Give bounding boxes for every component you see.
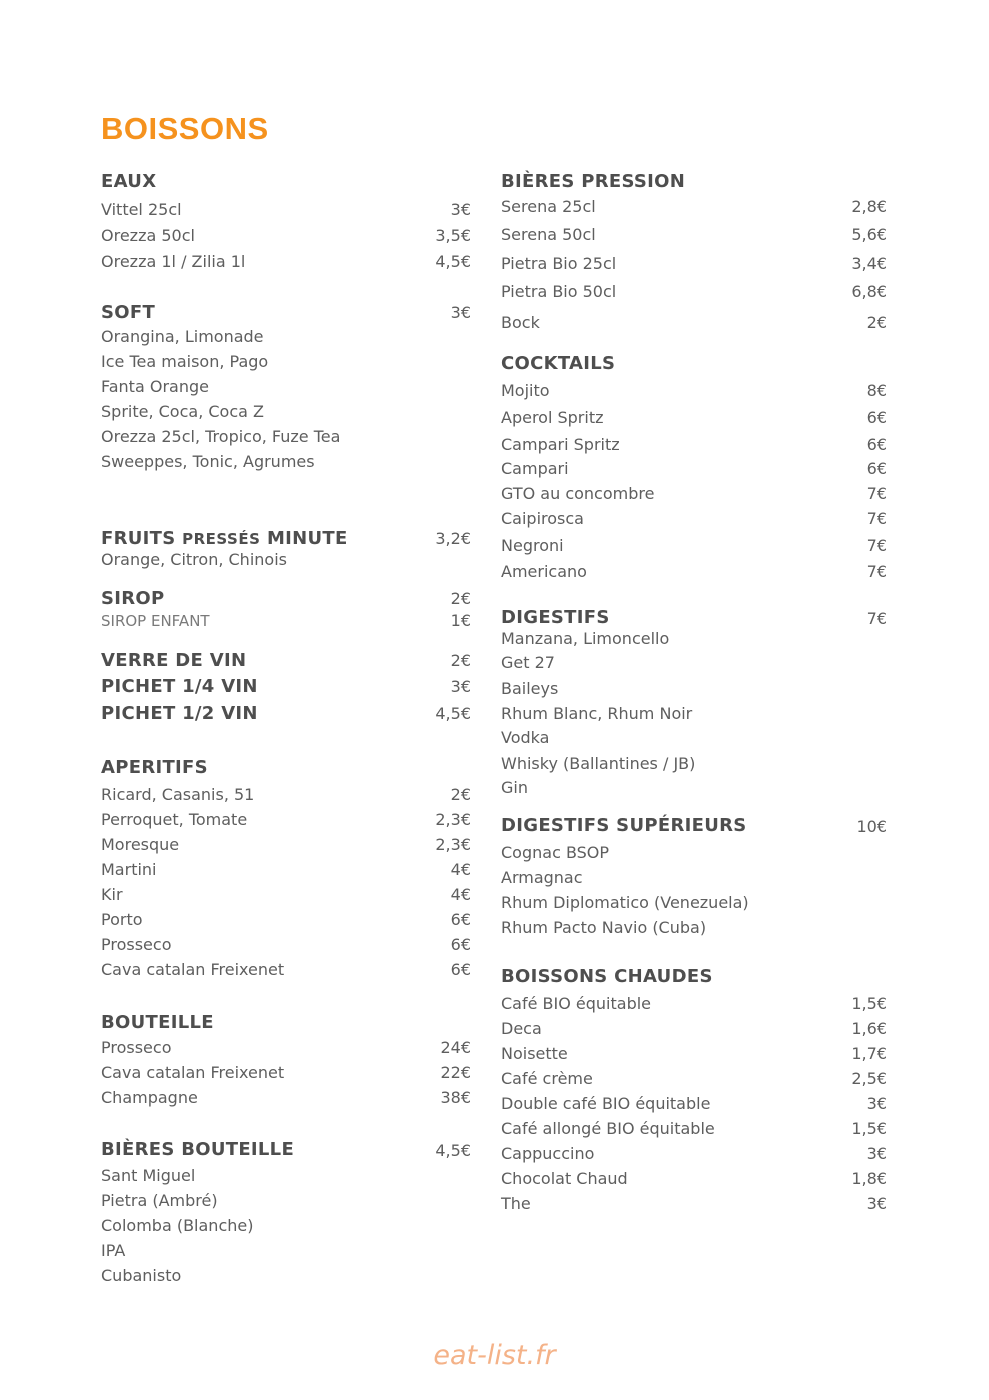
menu-item-name: Caipirosca [501, 509, 584, 528]
section-price: 10€ [856, 817, 887, 836]
menu-item-price: 6€ [450, 960, 471, 979]
menu-item-name: Aperol Spritz [501, 408, 604, 427]
menu-item-name: The [501, 1194, 531, 1213]
menu-item-price: 1€ [450, 611, 471, 630]
page-title: BOISSONS [101, 111, 269, 146]
section-price: 3€ [450, 677, 471, 696]
section-heading-cocktails: COCKTAILS [501, 353, 616, 374]
menu-item-price: 6,8€ [851, 282, 887, 301]
menu-item-price: 2,8€ [851, 197, 887, 216]
menu-item-name: Baileys [501, 679, 559, 698]
menu-item-price: 7€ [866, 509, 887, 528]
menu-item-name: Kir [101, 885, 123, 904]
menu-item-name: Café BIO équitable [501, 994, 652, 1013]
menu-item-name: Deca [501, 1019, 542, 1038]
menu-item-price: 3,5€ [435, 226, 471, 245]
menu-item-name: Gin [501, 778, 528, 797]
menu-item-name: Vittel 25cl [101, 200, 182, 219]
menu-item-name: Perroquet, Tomate [101, 810, 248, 829]
menu-item-name: IPA [101, 1241, 126, 1260]
section-heading-soft: SOFT [101, 302, 156, 323]
menu-item-price: 3,4€ [851, 254, 887, 273]
menu-item-name: Prosseco [101, 935, 172, 954]
menu-item-name: Cava catalan Freixenet [101, 1063, 285, 1082]
section-price: 4,5€ [435, 1141, 471, 1160]
menu-item-price: 1,5€ [851, 994, 887, 1013]
menu-item-price: 4,5€ [435, 252, 471, 271]
menu-item-price: 6€ [866, 408, 887, 427]
section-heading-bieres-bouteille: BIÈRES BOUTEILLE [101, 1139, 295, 1160]
menu-item-name: Rhum Diplomatico (Venezuela) [501, 893, 749, 912]
menu-item-price: 1,5€ [851, 1119, 887, 1138]
menu-item-name: Cava catalan Freixenet [101, 960, 285, 979]
menu-item-name: Cubanisto [101, 1266, 182, 1285]
menu-item-name: Orange, Citron, Chinois [101, 550, 287, 569]
menu-item-name: Mojito [501, 381, 550, 400]
section-heading-pichet-demi: PICHET 1/2 VIN [101, 703, 258, 724]
menu-item-name: Prosseco [101, 1038, 172, 1057]
section-price: 2€ [450, 651, 471, 670]
menu-item-price: 3€ [866, 1194, 887, 1213]
section-price: 3€ [450, 303, 471, 322]
menu-item-name: Vodka [501, 728, 550, 747]
menu-item-name: Cappuccino [501, 1144, 595, 1163]
menu-item-price: 2,5€ [851, 1069, 887, 1088]
menu-item-price: 3€ [866, 1094, 887, 1113]
section-heading-digestifs-superieurs: DIGESTIFS SUPÉRIEURS [501, 815, 747, 836]
menu-item-name: Orezza 1l / Zilia 1l [101, 252, 246, 271]
menu-item-name: Get 27 [501, 653, 555, 672]
menu-item-name: Pietra Bio 50cl [501, 282, 617, 301]
menu-item-price: 2,3€ [435, 835, 471, 854]
menu-item-name: Orangina, Limonade [101, 327, 264, 346]
section-heading-pichet-quart: PICHET 1/4 VIN [101, 676, 258, 697]
menu-item-price: 7€ [866, 562, 887, 581]
menu-item-name: Ice Tea maison, Pago [101, 352, 269, 371]
section-heading-verre-de-vin: VERRE DE VIN [101, 650, 247, 671]
section-heading-bouteille: BOUTEILLE [101, 1012, 214, 1033]
menu-item-price: 6€ [866, 435, 887, 454]
menu-item-price: 2€ [450, 785, 471, 804]
menu-item-name: Cognac BSOP [501, 843, 610, 862]
menu-item-name: Armagnac [501, 868, 583, 887]
menu-item-name: Sant Miguel [101, 1166, 196, 1185]
menu-item-name: Bock [501, 313, 540, 332]
menu-item-name: Campari [501, 459, 569, 478]
heading-part: MINUTE [260, 528, 348, 549]
section-price: 4,5€ [435, 704, 471, 723]
section-heading-sirop: SIROP [101, 588, 165, 609]
menu-item-name: Rhum Pacto Navio (Cuba) [501, 918, 707, 937]
menu-item-price: 1,7€ [851, 1044, 887, 1063]
menu-item-name: Pietra (Ambré) [101, 1191, 218, 1210]
menu-item-price: 8€ [866, 381, 887, 400]
section-price: 7€ [866, 609, 887, 628]
menu-item-price: 2€ [866, 313, 887, 332]
menu-item-price: 3€ [450, 200, 471, 219]
menu-item-name: Double café BIO équitable [501, 1094, 711, 1113]
menu-item-name: Noisette [501, 1044, 568, 1063]
section-price: 2€ [450, 589, 471, 608]
menu-item-name: Sprite, Coca, Coca Z [101, 402, 264, 421]
menu-item-name: Serena 50cl [501, 225, 596, 244]
menu-item-name: Negroni [501, 536, 564, 555]
menu-item-price: 7€ [866, 536, 887, 555]
menu-item-price: 4€ [450, 860, 471, 879]
menu-item-price: 4€ [450, 885, 471, 904]
menu-item-price: 6€ [866, 459, 887, 478]
menu-item-price: 6€ [450, 935, 471, 954]
menu-item-price: 22€ [440, 1063, 471, 1082]
menu-item-name: Sweeppes, Tonic, Agrumes [101, 452, 315, 471]
menu-item-name: Pietra Bio 25cl [501, 254, 617, 273]
menu-item-name: Ricard, Casanis, 51 [101, 785, 255, 804]
section-price: 3,2€ [435, 529, 471, 548]
menu-item-price: 7€ [866, 484, 887, 503]
menu-item-name: Martini [101, 860, 157, 879]
menu-item-name: Moresque [101, 835, 180, 854]
menu-item-name: Café crème [501, 1069, 593, 1088]
menu-item-price: 3€ [866, 1144, 887, 1163]
menu-item-price: 1,8€ [851, 1169, 887, 1188]
menu-item-price: 1,6€ [851, 1019, 887, 1038]
section-heading-bieres-pression: BIÈRES PRESSION [501, 171, 686, 192]
section-heading-boissons-chaudes: BOISSONS CHAUDES [501, 966, 713, 987]
menu-item-price: 6€ [450, 910, 471, 929]
menu-item-name: Fanta Orange [101, 377, 209, 396]
menu-item-name: Orezza 25cl, Tropico, Fuze Tea [101, 427, 341, 446]
menu-item-price: 2,3€ [435, 810, 471, 829]
menu-item-name: Porto [101, 910, 143, 929]
menu-item-name: Rhum Blanc, Rhum Noir [501, 704, 693, 723]
menu-item-name: Champagne [101, 1088, 198, 1107]
menu-item-name: Colomba (Blanche) [101, 1216, 254, 1235]
menu-item-name: Orezza 50cl [101, 226, 195, 245]
menu-item-name: Americano [501, 562, 587, 581]
section-heading-eaux: EAUX [101, 171, 157, 192]
menu-item-name: GTO au concombre [501, 484, 655, 503]
heading-part: FRUITS [101, 528, 183, 549]
menu-item-name: Whisky (Ballantines / JB) [501, 754, 696, 773]
watermark: eat-list.fr [433, 1340, 556, 1371]
section-heading-aperitifs: APERITIFS [101, 757, 208, 778]
section-heading-digestifs: DIGESTIFS [501, 607, 610, 628]
heading-part: PRESSÉS [182, 530, 261, 548]
menu-item-name: Chocolat Chaud [501, 1169, 628, 1188]
menu-item-price: 5,6€ [851, 225, 887, 244]
menu-item-price: 38€ [440, 1088, 471, 1107]
menu-item-price: 24€ [440, 1038, 471, 1057]
menu-item-name: Manzana, Limoncello [501, 629, 670, 648]
menu-item-name: Serena 25cl [501, 197, 596, 216]
section-heading-fruits [101, 528, 348, 549]
menu-item-name: Café allongé BIO équitable [501, 1119, 715, 1138]
menu-item-name: Campari Spritz [501, 435, 620, 454]
menu-item-name: SIROP ENFANT [101, 612, 210, 630]
